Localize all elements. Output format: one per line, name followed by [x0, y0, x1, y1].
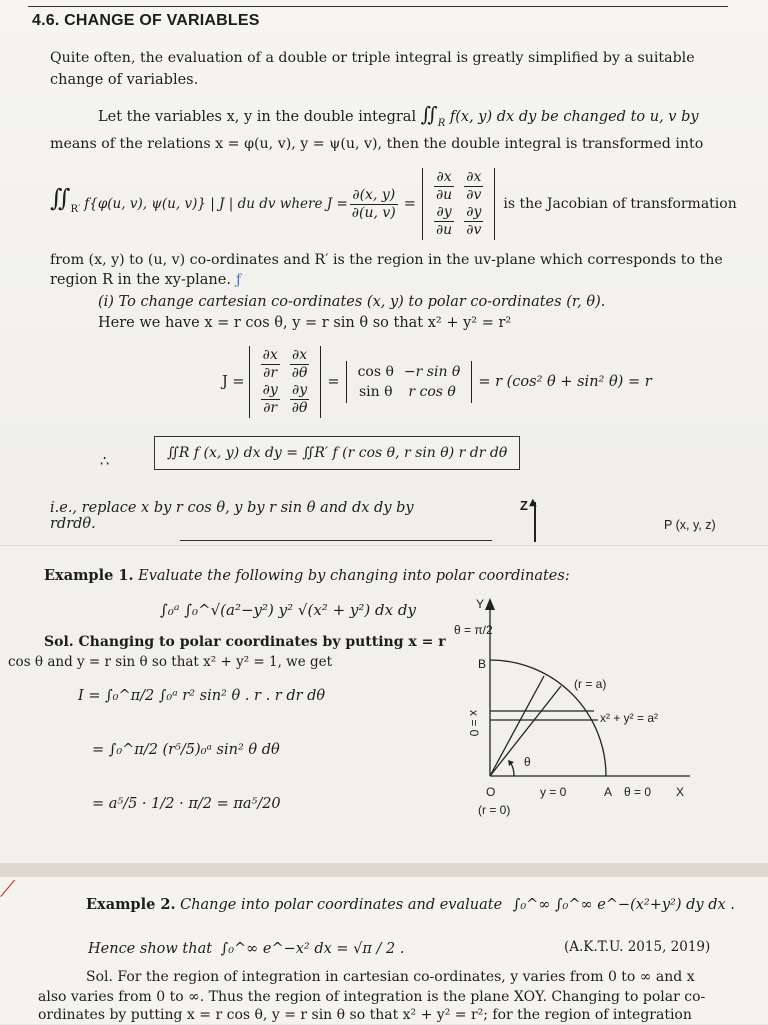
page-example-2	[0, 877, 768, 1024]
sol1-line1	[44, 632, 446, 652]
integral-sign: $∬_{R'}$	[50, 184, 81, 215]
double-integral-sign: $∬_R$	[420, 102, 446, 129]
step-3: = a⁵/5 · 1/2 · π/2 = πa⁵/20	[92, 796, 281, 812]
hence-integral: ∫₀^∞ e^−x² dx = √π / 2 .	[220, 941, 405, 957]
polar-partials-determinant: $\frac{\partial x}{\partial r}$ $\frac{\partial x}{\partial\theta}$ $\frac{\partial y}{\partial r}$ $\frac{\partial y}{\partial\theta}$	[249, 346, 322, 418]
y-axis-label: Y	[476, 597, 485, 611]
point-p-label: P (x, y, z)	[664, 518, 716, 532]
ie-line1: i.e., replace x by r cos θ, y by r sin θ and dx dy by	[50, 500, 414, 516]
polar-jacobian: J = $\frac{\partial x}{\partial r}$ $\frac{\partial x}{\partial\theta}$ $\frac{\partial y}{\partial r}$ $\frac{\partial y}{\partial\theta}$ = cos θ −r sin θ sin θ r cos θ = r (cos² θ + sin² θ) = r	[222, 347, 652, 416]
page-example-1	[0, 545, 768, 864]
example2-label: Example 2.	[86, 896, 176, 913]
hence-text: Hence show that	[88, 941, 213, 957]
exam-reference: (A.K.T.U. 2015, 2019)	[564, 939, 711, 955]
b-label: B	[478, 657, 487, 671]
intro-line-1: Quite often, the evaluation of a double or triple integral is greatly simplified by a suitable	[50, 50, 695, 66]
sol2-line3: ordinates by putting x = r cos θ, y = r sin θ so that x² + y² = r²; for the region of integration	[38, 1007, 692, 1023]
circle-equation-label: x² + y² = a²	[600, 711, 659, 725]
r-zero-label: (r = 0)	[478, 803, 511, 817]
j-label: J =	[222, 374, 245, 390]
theta-arrow-icon	[508, 760, 514, 766]
example1-label: Example 1.	[44, 567, 134, 584]
page-gap	[0, 863, 768, 877]
example2-instruction: Change into polar coordinates and evaluate	[180, 897, 503, 913]
case-title: (i) To change cartesian co-ordinates (x, y) to polar co-ordinates (r, θ).	[98, 294, 606, 310]
example2-integral: ∫₀^∞ ∫₀^∞ e^−(x²+y²) dy dx .	[512, 897, 735, 913]
para2-line2: means of the relations x = φ(u, v), y = ψ(u, v), then the double integral is transformed into	[50, 136, 704, 152]
x-zero-label: x = 0	[467, 710, 481, 737]
example1-title	[44, 566, 570, 586]
x-axis-label: X	[676, 785, 685, 799]
jacobian-denominator: ∂(u, v)	[351, 204, 396, 221]
j-result: = r (cos² θ + sin² θ) = r	[478, 374, 652, 390]
a-label: A	[604, 785, 613, 799]
para2-line1	[98, 104, 699, 134]
jacobian-determinant: $\frac{\partial x}{\partial u}$ $\frac{\partial x}{\partial v}$ $\frac{\partial y}{\partial u}$ $\frac{\partial y}{\partial v}$	[422, 168, 495, 240]
sol1-line2: cos θ and y = r sin θ so that x² + y² = 1, we get	[8, 654, 333, 670]
red-check-mark-icon: ⟋	[0, 877, 16, 902]
y-arrow-icon	[485, 598, 495, 610]
origin-label: O	[486, 785, 496, 799]
intro-line-2: change of variables.	[50, 72, 199, 88]
para3-line2: region R in the xy-plane.	[50, 272, 231, 288]
example1-integral: ∫₀ᵃ ∫₀^√(a²−y²) y² √(x² + y²) dx dy	[160, 601, 416, 619]
transformed-integral: $∬_{R'}$ f{φ(u, v), ψ(u, v)} | J | du dv where J = $\frac{\partial(x, y)}{\partial(u, v)}$ = $\frac{\partial x}{\partial u}$ $\frac{\partial x}{\partial v}$ $\frac{\partial y}{\partial u}$ $\frac{\partial y}{\partial v}$ is the Jacobian of transformation	[50, 169, 737, 238]
para2-line1-a: Let the variables x, y in the double integral	[98, 109, 417, 125]
z-axis-label: Z	[520, 498, 528, 513]
theta-zero-label: θ = 0	[624, 785, 652, 799]
theta-label: θ	[524, 755, 531, 769]
step-1: I = ∫₀^π/2 ∫₀ᵃ r² sin² θ . r . r dr dθ	[78, 688, 326, 704]
sol2-line1: Sol. For the region of integration in cartesian co-ordinates, y varies from 0 to ∞ and x	[86, 969, 695, 985]
jacobian-numerator: ∂(x, y)	[350, 187, 398, 205]
case-line: Here we have x = r cos θ, y = r sin θ so that x² + y² = r²	[98, 315, 512, 331]
polar-trig-determinant: cos θ −r sin θ sin θ r cos θ	[346, 361, 473, 403]
heading-rule	[28, 6, 728, 7]
jacobian-fraction	[350, 187, 398, 222]
section-title: 4.6. CHANGE OF VARIABLES	[32, 12, 260, 29]
figure-bottom-rule	[180, 540, 492, 541]
hence-line	[88, 939, 404, 959]
step-2: = ∫₀^π/2 (r⁵/5)₀ᵃ sin² θ dθ	[92, 742, 280, 758]
r-equals-a-label: (r = a)	[574, 677, 607, 691]
sol1-text: Sol. Changing to polar coordinates by putting x = r	[44, 634, 446, 650]
para2-line1-b: f(x, y) dx dy be changed to u, v by	[449, 109, 699, 125]
quarter-circle-figure	[440, 596, 740, 826]
transformed-integrand: f{φ(u, v), ψ(u, v)} | J | du dv where J =	[84, 196, 348, 212]
boxed-polar-formula: ∬R f (x, y) dx dy = ∬R′ f (r cos θ, r sin θ) r dr dθ	[154, 436, 520, 470]
therefore-symbol: ∴	[100, 454, 110, 470]
z-axis-line	[534, 502, 536, 542]
example2-title	[86, 895, 735, 915]
radial-line-1	[490, 676, 544, 776]
example1-instruction: Evaluate the following by changing into polar coordinates:	[138, 568, 570, 584]
ie-line2: rdrdθ.	[50, 516, 96, 532]
para3-line1: from (x, y) to (u, v) co-ordinates and R′ is the region in the uv-plane which corresponds to the	[50, 252, 723, 268]
jacobian-text: is the Jacobian of transformation	[503, 196, 737, 212]
theta-top-label: θ = π/2	[454, 623, 493, 637]
pen-mark-icon: ƒ	[236, 272, 242, 288]
z-arrow-icon: ▲	[529, 497, 537, 508]
y-zero-label: y = 0	[540, 785, 567, 799]
sol2-line2: also varies from 0 to ∞. Thus the region of integration is the plane XOY. Changing to polar co-	[38, 989, 706, 1005]
